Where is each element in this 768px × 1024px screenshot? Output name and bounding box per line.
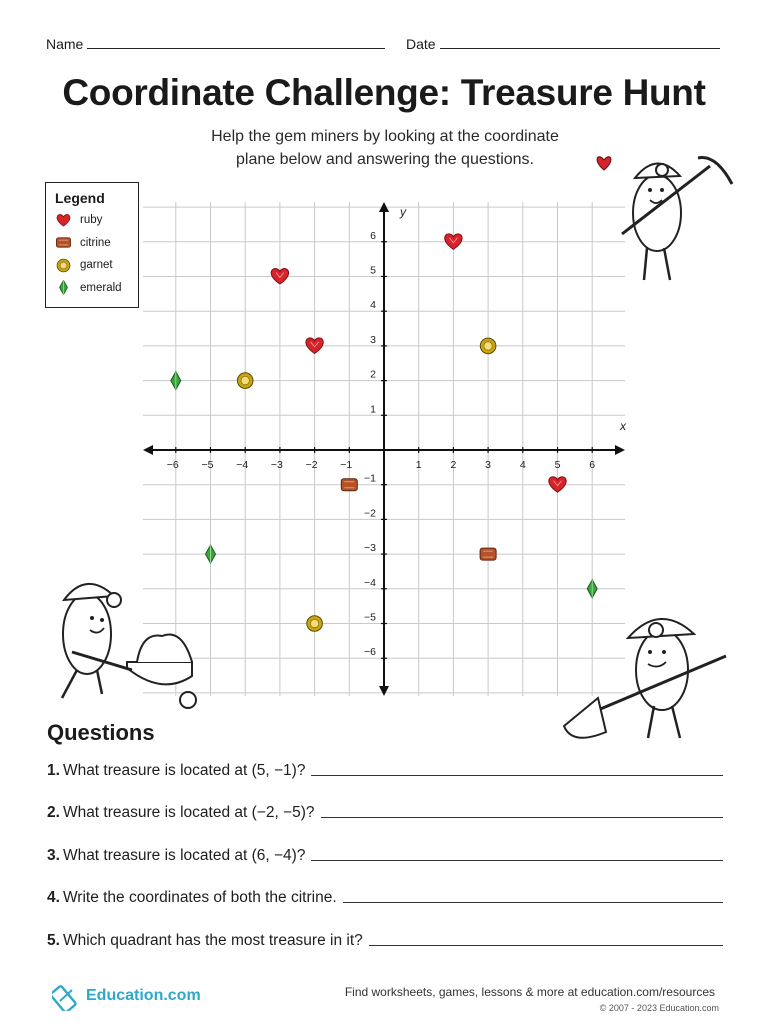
- garnet-facet: [310, 619, 318, 627]
- x-axis-arrow-left: [143, 445, 153, 455]
- miner-shovel-illustration: [554, 598, 732, 748]
- question-4-number: 4.: [47, 889, 60, 906]
- legend-label-ruby: ruby: [80, 214, 103, 227]
- brand-name: Education.com: [86, 987, 201, 1004]
- question-5-number: 5.: [47, 932, 60, 949]
- legend: [45, 182, 139, 308]
- question-1-number: 1.: [47, 762, 60, 779]
- question-1-text: What treasure is located at (5, −1)?: [62, 762, 306, 779]
- garnet-marker: [237, 373, 253, 389]
- x-axis-label: x: [620, 419, 626, 433]
- garnet-icon: [55, 258, 72, 273]
- citrine-marker: [480, 548, 496, 560]
- legend-label-garnet: garnet: [80, 259, 113, 272]
- y-tick-label: −6: [364, 646, 376, 659]
- education-com-logo[interactable]: [52, 981, 201, 1011]
- y-axis-label: y: [400, 205, 406, 219]
- y-tick-label: 2: [370, 368, 376, 381]
- x-tick-label: 6: [589, 459, 596, 471]
- question-3: [47, 843, 723, 865]
- garnet-marker: [307, 616, 323, 632]
- page-title: Coordinate Challenge: Treasure Hunt: [62, 72, 706, 113]
- pencil-logo-icon: [52, 981, 82, 1011]
- emerald-marker: [206, 545, 216, 563]
- citrine-icon: [55, 235, 72, 250]
- legend-item-citrine: [55, 232, 138, 255]
- question-4-text: Write the coordinates of both the citrine.: [62, 889, 337, 906]
- x-axis-arrow-right: [615, 445, 625, 455]
- question-1-answer-line[interactable]: [311, 774, 723, 776]
- y-tick-label: −5: [364, 611, 376, 624]
- garnet-marker: [480, 338, 496, 354]
- question-5-answer-line[interactable]: [369, 944, 723, 946]
- miner-wheelbarrow-illustration: [42, 566, 207, 714]
- legend-item-ruby: [55, 209, 138, 232]
- x-tick-label: −5: [201, 459, 214, 471]
- y-tick-label: −3: [364, 542, 376, 555]
- x-tick-label: −1: [340, 459, 353, 471]
- question-3-answer-line[interactable]: [311, 859, 723, 861]
- x-tick-label: 5: [554, 459, 561, 471]
- y-tick-label: 3: [370, 333, 376, 346]
- x-tick-label: 3: [485, 459, 492, 471]
- ruby-heart-icon: [271, 269, 288, 284]
- ruby-heart-icon: [55, 213, 72, 228]
- question-2-text: What treasure is located at (−2, −5)?: [62, 804, 315, 821]
- subtitle-line-2: plane below and answering the questions.: [236, 151, 534, 168]
- question-2: [47, 800, 723, 822]
- y-tick-label: −2: [364, 507, 376, 520]
- question-1: [47, 758, 723, 780]
- ruby-marker: [306, 338, 323, 353]
- y-axis-arrow-down: [379, 686, 389, 696]
- question-2-answer-line[interactable]: [321, 816, 723, 818]
- ruby-heart-icon: [306, 338, 323, 353]
- miner-pickaxe-illustration: [592, 148, 742, 288]
- ruby-heart-icon: [549, 477, 566, 492]
- tick-labels: [167, 230, 595, 658]
- y-tick-label: −1: [364, 472, 376, 485]
- question-4-answer-line[interactable]: [343, 901, 723, 903]
- questions-heading: Questions: [47, 720, 155, 745]
- citrine-marker: [341, 479, 357, 491]
- citrine-icon: [341, 479, 357, 491]
- citrine-icon: [480, 548, 496, 560]
- legend-title: Legend: [55, 190, 105, 206]
- x-tick-label: −3: [270, 459, 283, 471]
- footer-resources-text: Find worksheets, games, lessons & more at education.com/resources: [344, 985, 715, 999]
- x-tick-label: −2: [305, 459, 318, 471]
- legend-label-emerald: emerald: [80, 281, 122, 294]
- subtitle-line-1: Help the gem miners by looking at the coordinate: [211, 128, 559, 145]
- x-tick-label: 2: [450, 459, 457, 471]
- emerald-marker: [171, 372, 181, 390]
- legend-label-citrine: citrine: [80, 236, 111, 249]
- ruby-heart-icon: [445, 234, 462, 249]
- legend-item-emerald: [55, 277, 138, 300]
- question-4: [47, 885, 723, 907]
- legend-item-garnet: [55, 254, 138, 277]
- question-5: [47, 928, 723, 950]
- ruby-marker: [271, 269, 288, 284]
- emerald-icon: [55, 280, 72, 295]
- question-5-text: Which quadrant has the most treasure in it?: [62, 932, 363, 949]
- question-2-number: 2.: [47, 804, 60, 821]
- question-3-number: 3.: [47, 847, 60, 864]
- garnet-facet: [241, 376, 249, 384]
- y-tick-label: 1: [370, 403, 376, 416]
- y-tick-label: −4: [364, 576, 376, 589]
- y-tick-label: 5: [370, 264, 376, 277]
- x-tick-label: −4: [236, 459, 249, 471]
- x-tick-label: 1: [415, 459, 422, 471]
- date-label: Date: [406, 36, 436, 52]
- garnet-facet: [484, 342, 492, 350]
- question-3-text: What treasure is located at (6, −4)?: [62, 847, 306, 864]
- ruby-marker: [445, 234, 462, 249]
- y-tick-label: 4: [370, 299, 376, 312]
- y-tick-label: 6: [370, 229, 376, 242]
- footer-copyright: © 2007 - 2023 Education.com: [599, 1003, 719, 1013]
- x-tick-label: 4: [519, 459, 526, 471]
- emerald-marker: [587, 580, 597, 598]
- name-label: Name: [46, 36, 84, 52]
- ruby-marker: [549, 477, 566, 492]
- x-tick-label: −6: [166, 459, 179, 471]
